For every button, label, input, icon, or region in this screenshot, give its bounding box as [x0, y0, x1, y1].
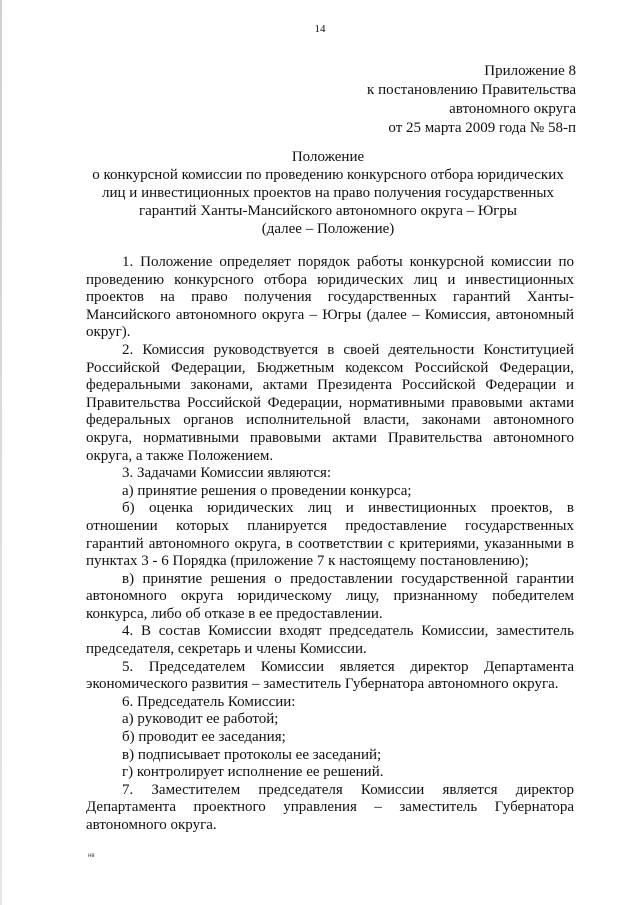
paragraph-5: 5. Председателем Комиссии является директор Департамента экономического развития – заместитель Губернатора автономного округа.: [86, 658, 574, 693]
appendix-line-3: автономного округа: [449, 101, 576, 117]
title-line-1: Положение: [291, 149, 365, 165]
footer-initials: нв: [88, 853, 95, 859]
paragraph-6d: г) контролирует исполнение ее решений.: [122, 764, 384, 781]
paragraph-1: 1. Положение определяет порядок работы конкурсной комиссии по проведению конкурсного отбора юридических лиц и инвестиционных проектов на право получения государственных гарантий Ханты-Мансийского автономного округа – Югры (далее – Комиссия, автономный округ).: [86, 254, 574, 341]
document-title: [78, 148, 578, 238]
paragraph-6b: б) проводит ее заседания;: [122, 729, 286, 746]
appendix-line-4: от 25 марта 2009 года № 58-п: [388, 120, 576, 136]
paragraph-6: 6. Председатель Комиссии:: [122, 693, 296, 710]
title-line-3: лиц и инвестиционных проектов на право получения государственных: [102, 185, 554, 201]
scan-edge: [0, 0, 2, 905]
paragraph-3: 3. Задачами Комиссии являются:: [122, 465, 332, 482]
title-line-4: гарантий Ханты-Мансийского автономного округа – Югры: [138, 203, 517, 219]
title-line-5: (далее – Положение): [261, 221, 395, 237]
appendix-line-1: Приложение 8: [484, 63, 576, 79]
paragraph-6c: в) подписывает протоколы ее заседаний;: [122, 746, 382, 763]
paragraph-2: 2. Комиссия руководствуется в своей деятельности Конституцией Российской Федерации, Бюджетным кодексом Российской Федерации, федеральными законами, актами Президента Российской Федерации и Правительства Российской Федерации, нормативными правовыми актами федеральных органов исполнительной власти, законами автономного округа, нормативными правовыми актами Правительства автономного округа, а также Положением.: [86, 341, 574, 464]
document-body: [86, 254, 574, 835]
paragraph-4: 4. В состав Комиссии входят председатель Комиссии, заместитель председателя, секретарь и члены Комиссии.: [86, 623, 574, 658]
paragraph-3a: а) принятие решения о проведении конкурса;: [122, 482, 412, 499]
paragraph-7: 7. Заместителем председателя Комиссии является директор Департамента проектного управления – заместитель Губернатора автономного округа.: [86, 781, 574, 833]
title-line-2: о конкурсной комиссии по проведению конкурсного отбора юридических: [92, 167, 564, 183]
page-number: 14: [314, 23, 326, 35]
appendix-line-2: к постановлению Правительства: [367, 82, 576, 98]
paragraph-3b: б) оценка юридических лиц и инвестиционных проектов, в отношении которых планируется предоставление государственных гарантий автономного округа, в соответствии с критериями, указанными в пунктах 3 - 6 Порядка (приложение 7 к настоящему постановлению);: [86, 500, 574, 570]
paragraph-3c: в) принятие решения о предоставлении государственной гарантии автономного округа юридическому лицу, признанному победителем конкурса, либо об отказе в ее предоставлении.: [86, 570, 574, 622]
paragraph-6a: а) руководит ее работой;: [122, 711, 279, 728]
appendix-header: [367, 62, 576, 138]
